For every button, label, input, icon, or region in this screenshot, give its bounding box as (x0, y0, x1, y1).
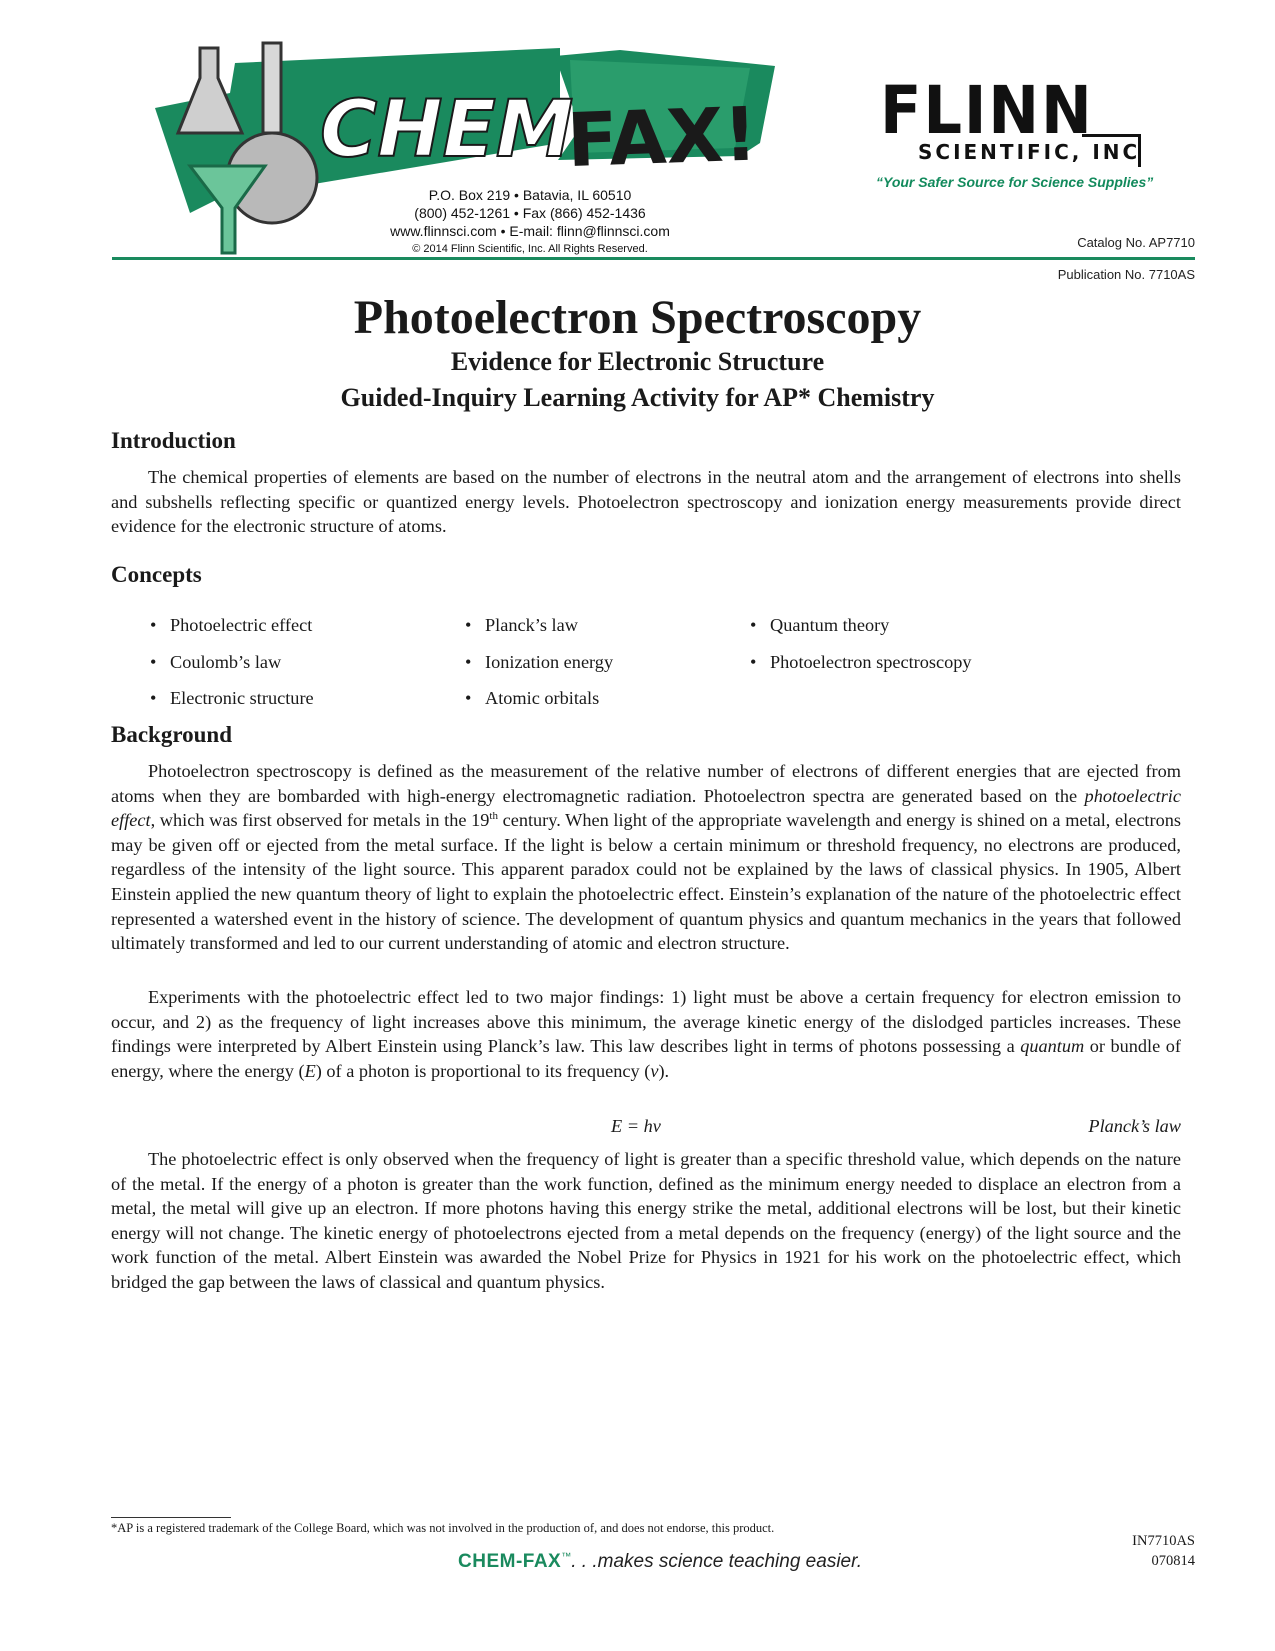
document-id: IN7710AS 070814 (1132, 1533, 1195, 1569)
introduction-text: The chemical properties of elements are based on the number of electrons in the neutral atom and the arrangement of electrons into shells and subshells reflecting specific or quantized energy levels. Photoelectron spectroscopy and ionization energy measurements provide direct evidence for the electronic structure of atoms. (111, 467, 1181, 537)
svg-text:CHEM: CHEM (320, 85, 574, 175)
introduction-heading: Introduction (111, 428, 236, 453)
concept-item: • Ionization energy (465, 644, 613, 681)
concept-item: • Photoelectric effect (150, 607, 314, 644)
flinn-logo (880, 72, 1180, 164)
catalog-number: Catalog No. AP7710 (1077, 235, 1195, 250)
background-paragraph-1: Photoelectron spectroscopy is defined as the measurement of the relative number of electrons of different energies that are ejected from atoms when they are bombarded with high-energy electromagnetic radiation. Photoelectron spectra are generated based on the photoelectric effect, which was first observed for metals in the 19th century. When light of the appropriate wavelength and energy is shined on a metal, electrons may be given off or ejected from the metal surface. If the light is below a certain minimum or threshold frequency, no electrons are produced, regardless of the intensity of the light source. This apparent paradox could not be explained by the laws of classical physics. In 1905, Albert Einstein applied the new quantum theory of light to explain the photoelectric effect. Einstein’s explanation of the nature of the photoelectric effect represented a watershed event in the history of science. The development of quantum physics and quantum mechanics in the years that followed ultimately transformed and led to our current understanding of atomic and electron structure. (111, 761, 1181, 954)
footer-slogan-text: . . .makes science teaching easier. (571, 1551, 863, 1572)
copyright: © 2014 Flinn Scientific, Inc. All Rights Reserved. (412, 243, 648, 255)
flinn-wordmark: FLINN (880, 72, 1094, 149)
equation-label: Planck’s law (1088, 1116, 1181, 1136)
subtitle-1: Evidence for Electronic Structure (450, 347, 825, 376)
background-paragraph-2: Experiments with the photoelectric effect led to two major findings: 1) light must be above a certain frequency for electron emission to occur, and 2) as the frequency of light increases above this minimum, the average kinetic energy of the dislodged particles increases. These findings were interpreted by Albert Einstein using Planck’s law. This law describes light in terms of photons possessing a quantum or bundle of energy, where the energy (E) of a photon is proportional to its frequency (v). (111, 987, 1181, 1081)
planck-equation: E = hv (611, 1116, 661, 1136)
equation-row (111, 1116, 1181, 1142)
contact-address: P.O. Box 219 • Batavia, IL 60510 (428, 187, 632, 203)
concepts-column-2 (465, 607, 613, 717)
page-title: Photoelectron Spectroscopy (353, 291, 922, 344)
concept-item: • Electronic structure (150, 680, 314, 717)
contact-phone: (800) 452-1261 • Fax (866) 452-1436 (414, 205, 646, 221)
concept-item: • Planck’s law (465, 607, 613, 644)
publication-number: Publication No. 7710AS (1057, 267, 1195, 282)
footnote: *AP is a registered trademark of the College Board, which was not involved in the production of, and does not endorse, this product. (111, 1521, 775, 1535)
contact-web: www.flinnsci.com • E-mail: flinn@flinnsci.com (390, 223, 670, 239)
concepts-column-1 (150, 607, 314, 717)
flinn-subtitle: SCIENTIFIC, INC (918, 140, 1141, 164)
contact-block (385, 186, 675, 258)
concepts-column-3 (750, 607, 972, 680)
footer-slogan: CHEM-FAX™. . .makes science teaching easier. (458, 1551, 863, 1572)
svg-text:FAX!: FAX! (565, 91, 759, 185)
background-heading: Background (111, 722, 233, 747)
tagline: “Your Safer Source for Science Supplies” (876, 174, 1154, 190)
concept-item: • Atomic orbitals (465, 680, 613, 717)
flinn-bracket (1082, 134, 1141, 167)
concept-item: • Quantum theory (750, 607, 972, 644)
subtitle-2: Guided-Inquiry Learning Activity for AP* Chemistry (340, 383, 935, 412)
concepts-heading: Concepts (111, 562, 202, 587)
concept-item: • Coulomb’s law (150, 644, 314, 681)
concept-item: • Photoelectron spectroscopy (750, 644, 972, 681)
footnote-rule (111, 1517, 231, 1518)
background-paragraph-3: The photoelectric effect is only observed when the frequency of light is greater than a specific threshold value, which depends on the nature of the metal. If the energy of a photon is greater than the work function, defined as the minimum energy needed to displace an electron from a metal, the metal will give up an electron. If more photons having this energy strike the metal, additional electrons will be lost, but their kinetic energy will not change. The kinetic energy of photoelectrons ejected from a metal depends on the frequency (energy) of the light source and the work function of the metal. Albert Einstein was awarded the Nobel Prize for Physics in 1921 for his work on the photoelectric effect, which bridged the gap between the laws of classical and quantum physics. (111, 1149, 1181, 1292)
header-rule (112, 257, 1195, 260)
footer-brand: CHEM-FAX (458, 1551, 562, 1572)
